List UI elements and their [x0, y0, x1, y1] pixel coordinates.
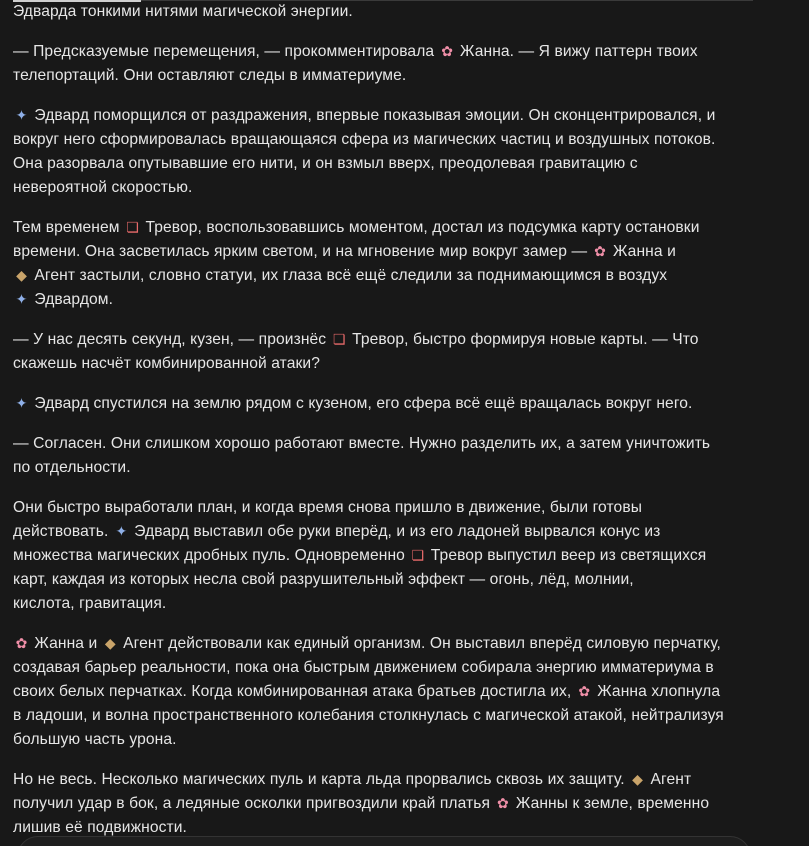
- text-fragment: скажешь насчёт комбинированной атаки?: [13, 355, 321, 372]
- text-fragment: кислота, гравитация.: [13, 595, 167, 612]
- joker-card-icon: ❏: [411, 548, 425, 564]
- brain-icon: ✿: [497, 796, 509, 812]
- story-paragraph-3: [13, 104, 763, 200]
- detective-icon: ◆: [104, 636, 116, 652]
- text-fragment: Эдвардом.: [30, 291, 114, 308]
- wizard-icon: ✦: [15, 396, 28, 412]
- detective-icon: ◆: [632, 772, 644, 788]
- story-paragraph-5: [13, 328, 763, 376]
- text-fragment: Тревор выпустил веер из светящихся: [426, 547, 707, 564]
- text-fragment: Жанна хлопнула: [592, 683, 721, 700]
- text-fragment: создавая барьер реальности, пока она быстрым движением собирала энергию имматериума в: [13, 659, 714, 676]
- story-paragraph-4: [13, 216, 763, 312]
- message-input-bar[interactable]: [17, 836, 751, 846]
- text-fragment: — Согласен. Они слишком хорошо работают вместе. Нужно разделить их, а затем уничтожить: [13, 435, 711, 452]
- text-fragment: Она разорвала опутывавшие его нити, и он взмыл вверх, преодолевая гравитацию с: [13, 155, 638, 172]
- wizard-icon: ✦: [15, 292, 28, 308]
- story-paragraph-1: [13, 0, 763, 24]
- story-paragraph-2: [13, 40, 763, 88]
- text-fragment: Эдвард выставил обе руки вперёд, и из его ладоней вырвался конус из: [129, 523, 661, 540]
- text-fragment: карт, каждая из которых несла свой разрушительный эффект — огонь, лёд, молнии,: [13, 571, 634, 588]
- text-fragment: Они быстро выработали план, и когда время снова пришло в движение, были готовы: [13, 499, 643, 516]
- text-fragment: Жанны к земле, временно: [511, 795, 710, 812]
- text-fragment: по отдельности.: [13, 459, 131, 476]
- story-paragraph-10: [13, 768, 763, 840]
- text-fragment: Но не весь. Несколько магических пуль и карта льда прорвались сквозь их защиту.: [13, 771, 630, 788]
- text-fragment: вокруг него сформировалась вращающаяся сфера из магических частиц и воздушных потоков.: [13, 131, 716, 148]
- brain-icon: ✿: [441, 44, 454, 60]
- text-fragment: Эдвард поморщился от раздражения, впервые показывая эмоции. Он сконцентрировался, и: [30, 107, 716, 124]
- story-paragraph-8: [13, 496, 763, 616]
- detective-icon: ◆: [16, 268, 27, 284]
- text-fragment: невероятной скоростью.: [13, 179, 193, 196]
- text-fragment: Жанна и: [30, 635, 102, 652]
- text-fragment: в ладоши, и волна пространственного колебания столкнулась с магической атакой, нейтрализуя: [13, 707, 724, 724]
- story-paragraph-9: [13, 632, 763, 752]
- text-fragment: действовать.: [13, 523, 113, 540]
- joker-card-icon: ❏: [332, 332, 346, 348]
- text-fragment: Агент застыли, словно статуи, их глаза всё ещё следили за поднимающимся в воздух: [30, 267, 668, 284]
- text-fragment: большую часть урона.: [13, 731, 177, 748]
- text-fragment: Жанна и: [608, 243, 676, 260]
- text-fragment: Жанна. — Я вижу паттерн твоих: [455, 43, 698, 60]
- brain-icon: ✿: [594, 244, 606, 260]
- text-fragment: лишив её подвижности.: [13, 819, 187, 836]
- text-fragment: множества магических дробных пуль. Одновременно: [13, 547, 410, 564]
- brain-icon: ✿: [578, 684, 591, 700]
- text-fragment: Эдварда тонкими нитями магической энергии.: [13, 3, 353, 20]
- text-fragment: своих белых перчатках. Когда комбинированная атака братьев достигла их,: [13, 683, 576, 700]
- text-fragment: — Предсказуемые перемещения, — прокомментировала: [13, 43, 439, 60]
- text-fragment: Тревор, быстро формируя новые карты. — Что: [347, 331, 699, 348]
- text-fragment: Агент: [646, 771, 692, 788]
- text-fragment: получил удар в бок, а ледяные осколки пригвоздили край платья: [13, 795, 495, 812]
- text-fragment: Эдвард спустился на землю рядом с кузеном, его сфера всё ещё вращалась вокруг него.: [30, 395, 693, 412]
- text-fragment: Агент действовали как единый организм. Он выставил вперёд силовую перчатку,: [118, 635, 721, 652]
- assistant-message: [13, 0, 763, 846]
- text-fragment: Тревор, воспользовавшись моментом, достал из подсумка карту остановки: [141, 219, 700, 236]
- text-fragment: — У нас десять секунд, кузен, — произнёс: [13, 331, 331, 348]
- text-fragment: телепортаций. Они оставляют следы в имматериуме.: [13, 67, 407, 84]
- text-fragment: времени. Она засветилась ярким светом, и на мгновение мир вокруг замер —: [13, 243, 592, 260]
- wizard-icon: ✦: [115, 524, 128, 540]
- story-paragraph-6: [13, 392, 763, 416]
- text-fragment: Тем временем: [13, 219, 125, 236]
- brain-icon: ✿: [15, 636, 28, 652]
- wizard-icon: ✦: [15, 108, 28, 124]
- joker-card-icon: ❏: [126, 220, 139, 236]
- story-paragraph-7: [13, 432, 763, 480]
